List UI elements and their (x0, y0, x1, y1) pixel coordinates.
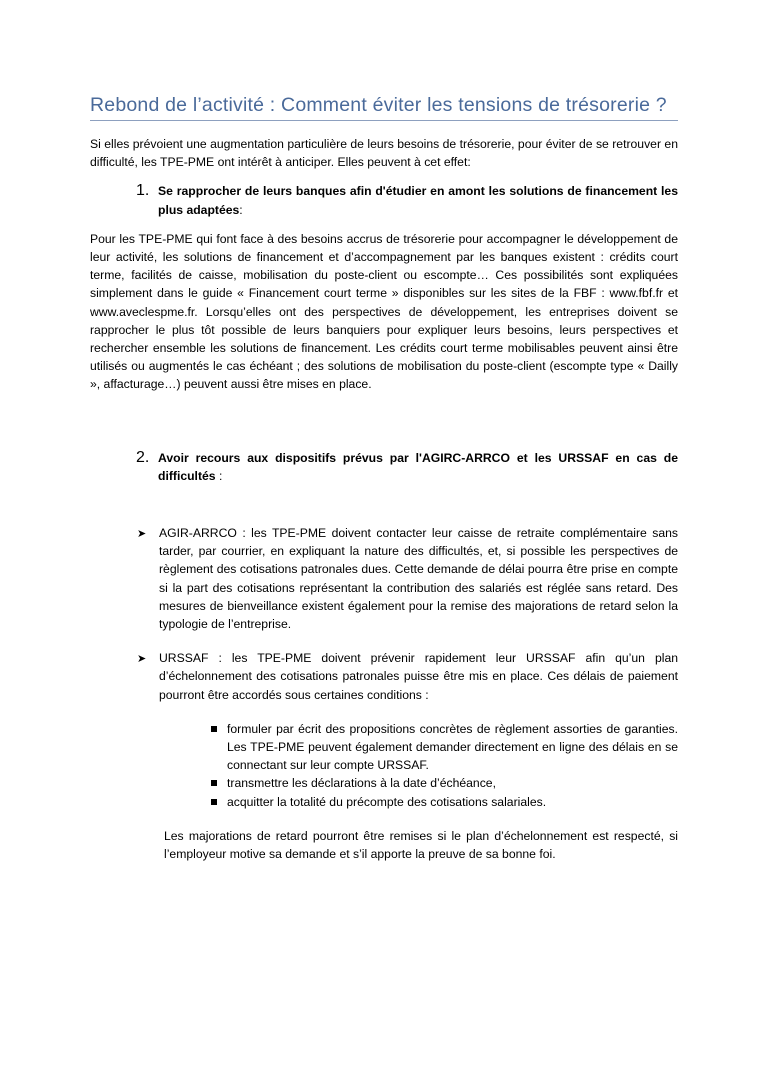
conditions-list (90, 720, 678, 811)
item-number: 1. (136, 182, 150, 200)
square-bullet-icon (211, 726, 217, 732)
bullet-agir-arrco (90, 524, 678, 633)
title-divider (90, 120, 678, 121)
condition-item: transmettre les déclarations à la date d’échéance, (90, 774, 678, 792)
arrow-bullet-icon: ➤ (137, 528, 147, 541)
numbered-item-2 (90, 449, 678, 485)
item-suffix: : (239, 202, 243, 217)
document-title: Rebond de l’activité : Comment éviter les tensions de trésorerie ? (90, 94, 667, 116)
intro-paragraph: Si elles prévoient une augmentation particulière de leurs besoins de trésorerie, pour éviter de se retrouver en difficulté, les TPE-PME ont intérêt à anticiper. Elles peuvent à cet effet: (90, 137, 678, 170)
bullet-text: AGIR-ARRCO : les TPE-PME doivent contacter leur caisse de retraite complémentaire sans tarder, par courrier, en expliquant la nature des difficultés, et, si possible les perspectives de règlement des cotisations patronales dues. Cette demande de délai pourra être prise en compte si la part des cotisations représentant la contribution des salariés est réglée sans retard. Des mesures de bienveillance existent également pour la remise des majorations de retard selon la typologie de l’entreprise. (159, 526, 678, 632)
bullet-text: URSSAF : les TPE-PME doivent prévenir rapidement leur URSSAF afin qu’un plan d’échelonnement des cotisations patronales puisse être mis en place. Ces délais de paiement pourront être accordés sous certaines conditions : (159, 651, 678, 702)
square-bullet-icon (211, 780, 217, 786)
item-heading: Se rapprocher de leurs banques afin d'étudier en amont les solutions de financement les plus adaptées (158, 184, 678, 217)
item-suffix: : (215, 468, 223, 483)
square-bullet-icon (211, 799, 217, 805)
bullet-urssaf (90, 649, 678, 704)
banks-paragraph: Pour les TPE-PME qui font face à des besoins accrus de trésorerie pour accompagner le développement de leur activité, les solutions de financement et d’accompagnement par les banques existent : crédits court terme, facilités de caisse, mobilisation du poste-client ou escompte… Ces possibilités sont expliquées simplement dans le guide « Financement court terme » disponibles sur les sites de la FBF : www.fbf.fr et www.aveclespme.fr. Lorsqu’elles ont des perspectives de développement, les entreprises doivent se rapprocher le plus tôt possible de leurs banquiers pour expliquer leurs besoins, leurs perspectives et rechercher ensemble les solutions de financement. Les crédits court terme mobilisables peuvent ainsi être utilisés ou augmentés le cas échéant ; des solutions de mobilisation du poste-client (escompte type « Dailly », affacturage…) peuvent aussi être mises en place. (90, 231, 678, 392)
item-number: 2. (136, 448, 150, 466)
closing-paragraph: Les majorations de retard pourront être remises si le plan d’échelonnement est respecté, si l’employeur motive sa demande et s’il apporte la preuve de sa bonne foi. (164, 828, 678, 862)
condition-item: acquitter la totalité du précompte des cotisations salariales. (90, 793, 678, 811)
item-heading: Avoir recours aux dispositifs prévus par l'AGIRC-ARRCO et les URSSAF en cas de difficultés (158, 450, 678, 483)
arrow-bullet-icon: ➤ (137, 653, 147, 666)
document-page (90, 92, 678, 863)
condition-item: formuler par écrit des propositions concrètes de règlement assorties de garanties. Les TPE-PME peuvent également demander directement en ligne des délais en se connectant sur leur compte URSSAF. (90, 720, 678, 775)
numbered-item-1 (90, 182, 678, 218)
